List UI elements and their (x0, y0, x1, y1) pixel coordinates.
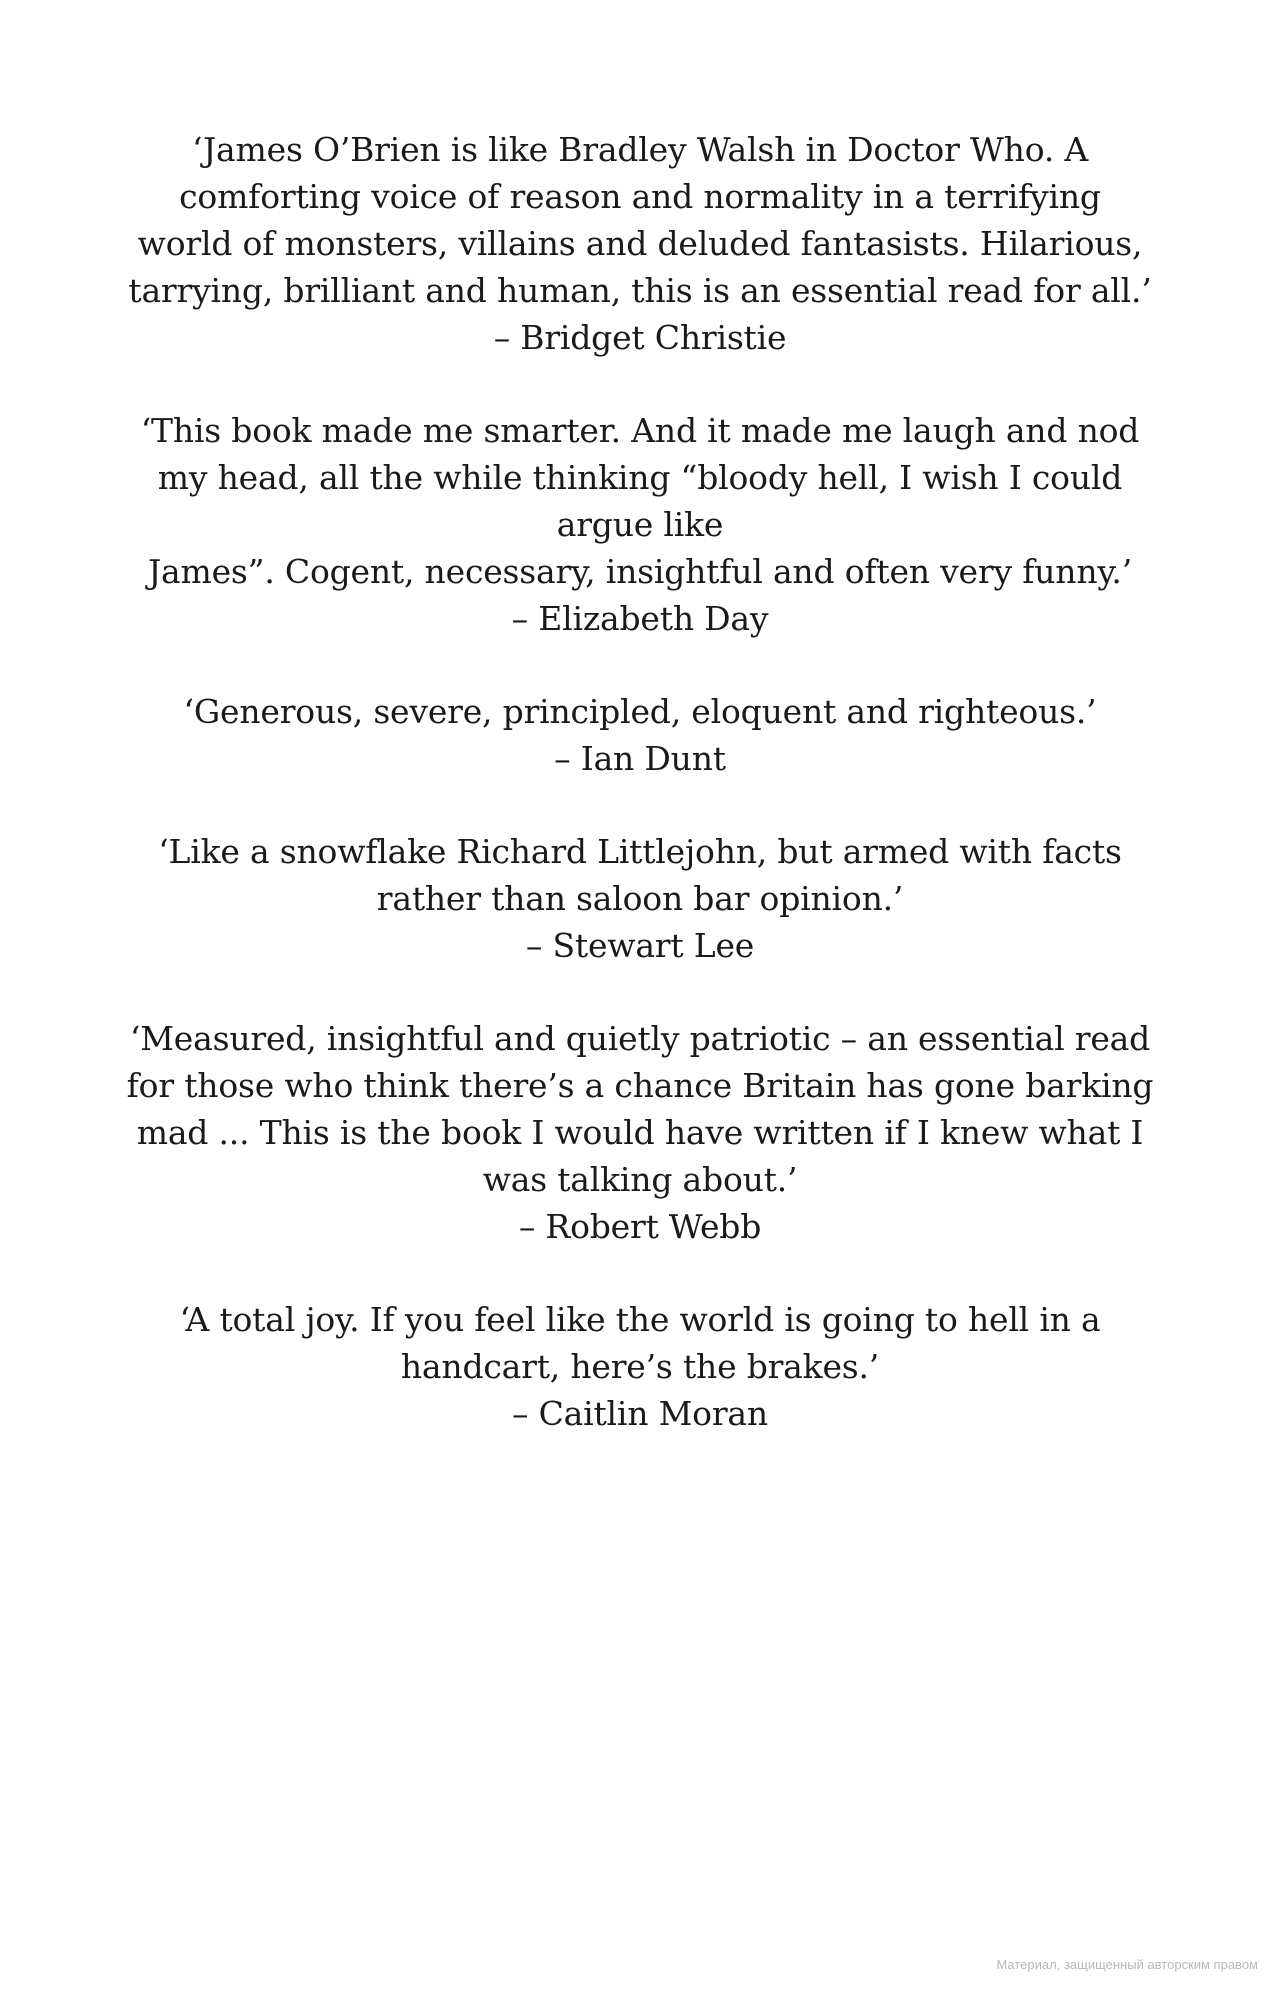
quote-line: ‘James O’Brien is like Bradley Walsh in Doctor Who. A (191, 130, 1089, 169)
quote-line: James”. Cogent, necessary, insightful and often very funny.’ (147, 552, 1133, 591)
quote-attribution: – Bridget Christie (493, 318, 787, 357)
quote-line: world of monsters, villains and deluded fantasists. Hilarious, (137, 224, 1143, 263)
quote-attribution: – Stewart Lee (525, 926, 755, 965)
quote-line: handcart, here’s the brakes.’ (400, 1347, 880, 1386)
quote-attribution: – Ian Dunt (554, 739, 726, 778)
quote-line: ‘Generous, severe, principled, eloquent and righteous.’ (183, 692, 1097, 731)
quote-line: comforting voice of reason and normality in a terrifying (179, 177, 1101, 216)
quote-attribution: – Caitlin Moran (512, 1394, 768, 1433)
quote-line: argue like (556, 505, 724, 544)
quote-line: ‘Like a snowflake Richard Littlejohn, but armed with facts (158, 832, 1122, 871)
praise-page (0, 126, 1280, 1483)
quote-line: rather than saloon bar opinion.’ (376, 879, 904, 918)
quote-block (120, 1296, 1160, 1437)
quote-line: ‘A total joy. If you feel like the world is going to hell in a (179, 1300, 1101, 1339)
quote-attribution: – Elizabeth Day (511, 599, 769, 638)
quote-block (120, 828, 1160, 969)
quote-line: my head, all the while thinking “bloody hell, I wish I could (157, 458, 1123, 497)
quote-line: was talking about.’ (482, 1160, 798, 1199)
quote-line: for those who think there’s a chance Britain has gone barking (126, 1066, 1154, 1105)
quote-line: ‘This book made me smarter. And it made me laugh and nod (140, 411, 1140, 450)
quote-line: tarrying, brilliant and human, this is an essential read for all.’ (128, 271, 1152, 310)
quote-line: ‘Measured, insightful and quietly patriotic – an essential read (129, 1019, 1151, 1058)
quote-block (120, 1015, 1160, 1250)
copyright-watermark: Материал, защищенный авторским правом (996, 1957, 1258, 1972)
quote-block (120, 407, 1160, 642)
quote-block (120, 126, 1160, 361)
quote-attribution: – Robert Webb (518, 1207, 762, 1246)
quote-block (120, 688, 1160, 782)
quote-line: mad ... This is the book I would have written if I knew what I (136, 1113, 1144, 1152)
